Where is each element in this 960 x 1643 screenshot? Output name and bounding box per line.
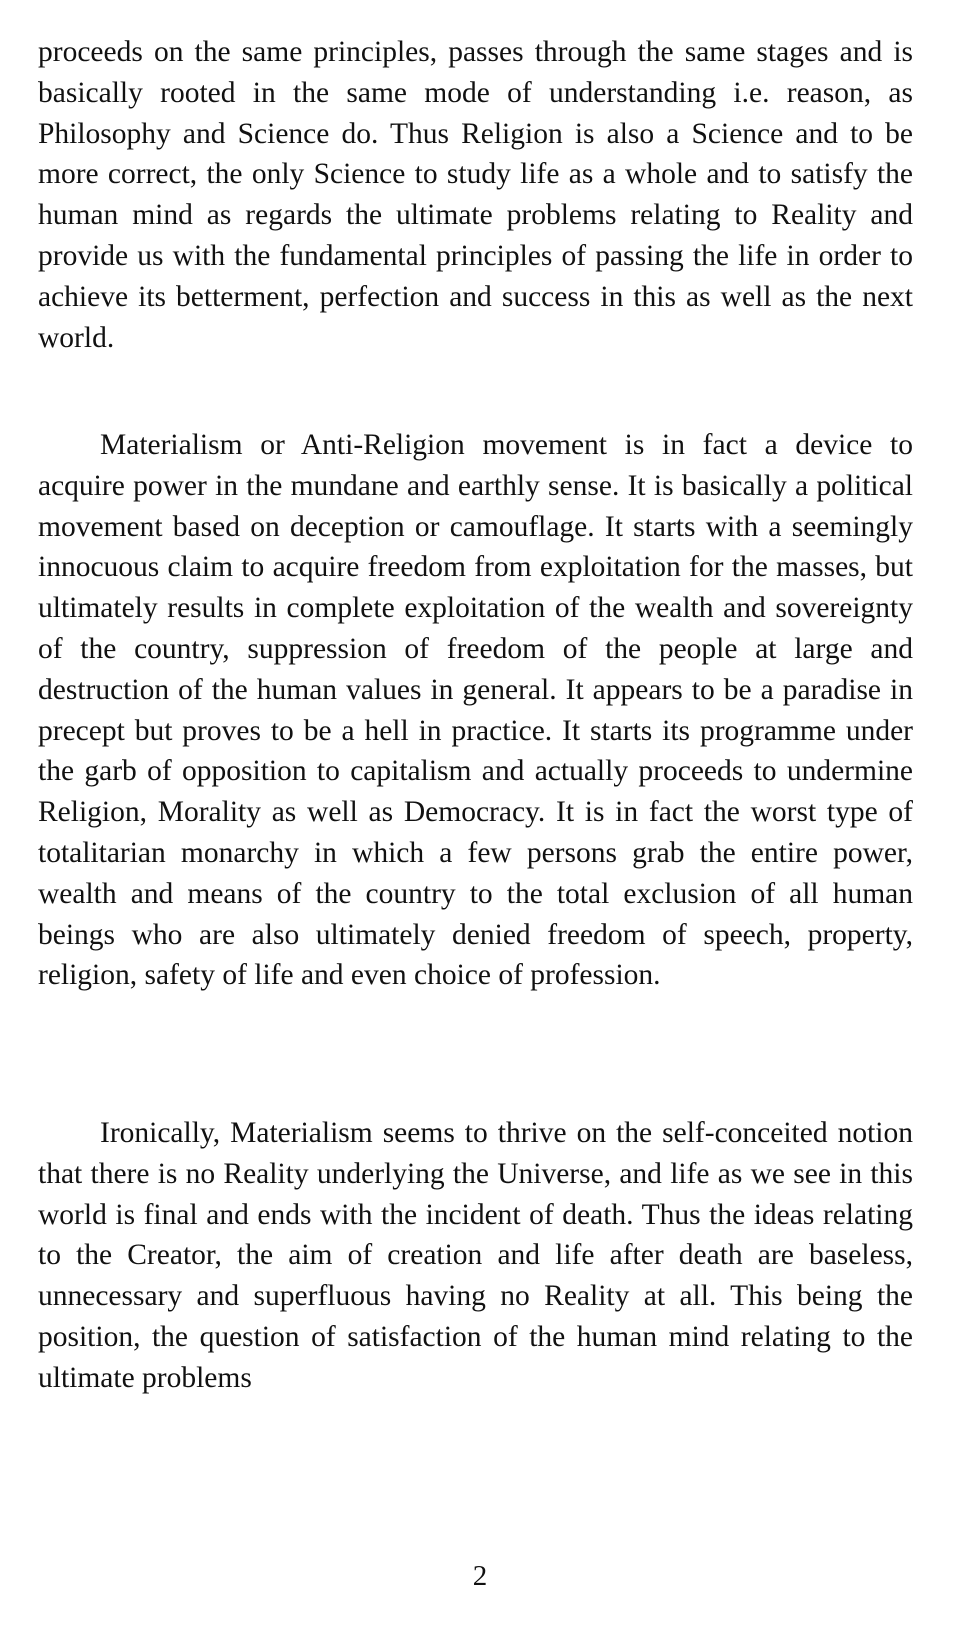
paragraph-continuation: proceeds on the same principles, passes through the same stages and is basically rooted in the same mode of understanding i.e. reason, as Philosophy and Science do. Thus Religion is also a Science and to be more correct, the only Science to study life as a whole and to satisfy the human mind as regards the ultimate problems relating to Reality and provide us with the fundamental principles of passing the life in order to achieve its betterment, perfection and success in this as well as the next world. bbox=[38, 36, 913, 354]
page-number: 2 bbox=[472, 1560, 488, 1592]
paragraph-ironically: Ironically, Materialism seems to thrive on the self-conceited notion that there is no Reality underlying the Universe, and life as we see in this world is final and ends with the incident of death. Thus the ideas relating to the Creator, the aim of creation and life after death are baseless, unnecessary and superfluous having no Reality at all. This being the position, the question of satisfaction of the human mind relating to the ultimate problems bbox=[38, 1117, 913, 1394]
paragraph-materialism: Materialism or Anti-Religion movement is in fact a device to acquire power in the mundane and earthly sense. It is basically a political movement based on deception or camouflage. It starts with a seemingly innocuous claim to acquire freedom from exploitation for the masses, but ultimately results in complete exploitation of the wealth and sovereignty of the country, suppression of freedom of the people at large and destruction of the human values in general. It appears to be a paradise in precept but proves to be a hell in practice. It starts its programme under the garb of opposition to capitalism and actually proceeds to undermine Religion, Morality as well as Democracy. It is in fact the worst type of totalitarian monarchy in which a few persons grab the entire power, wealth and means of the country to the total exclusion of all human beings who are also ultimately denied freedom of speech, property, religion, safety of life and even choice of profession. bbox=[38, 429, 913, 992]
